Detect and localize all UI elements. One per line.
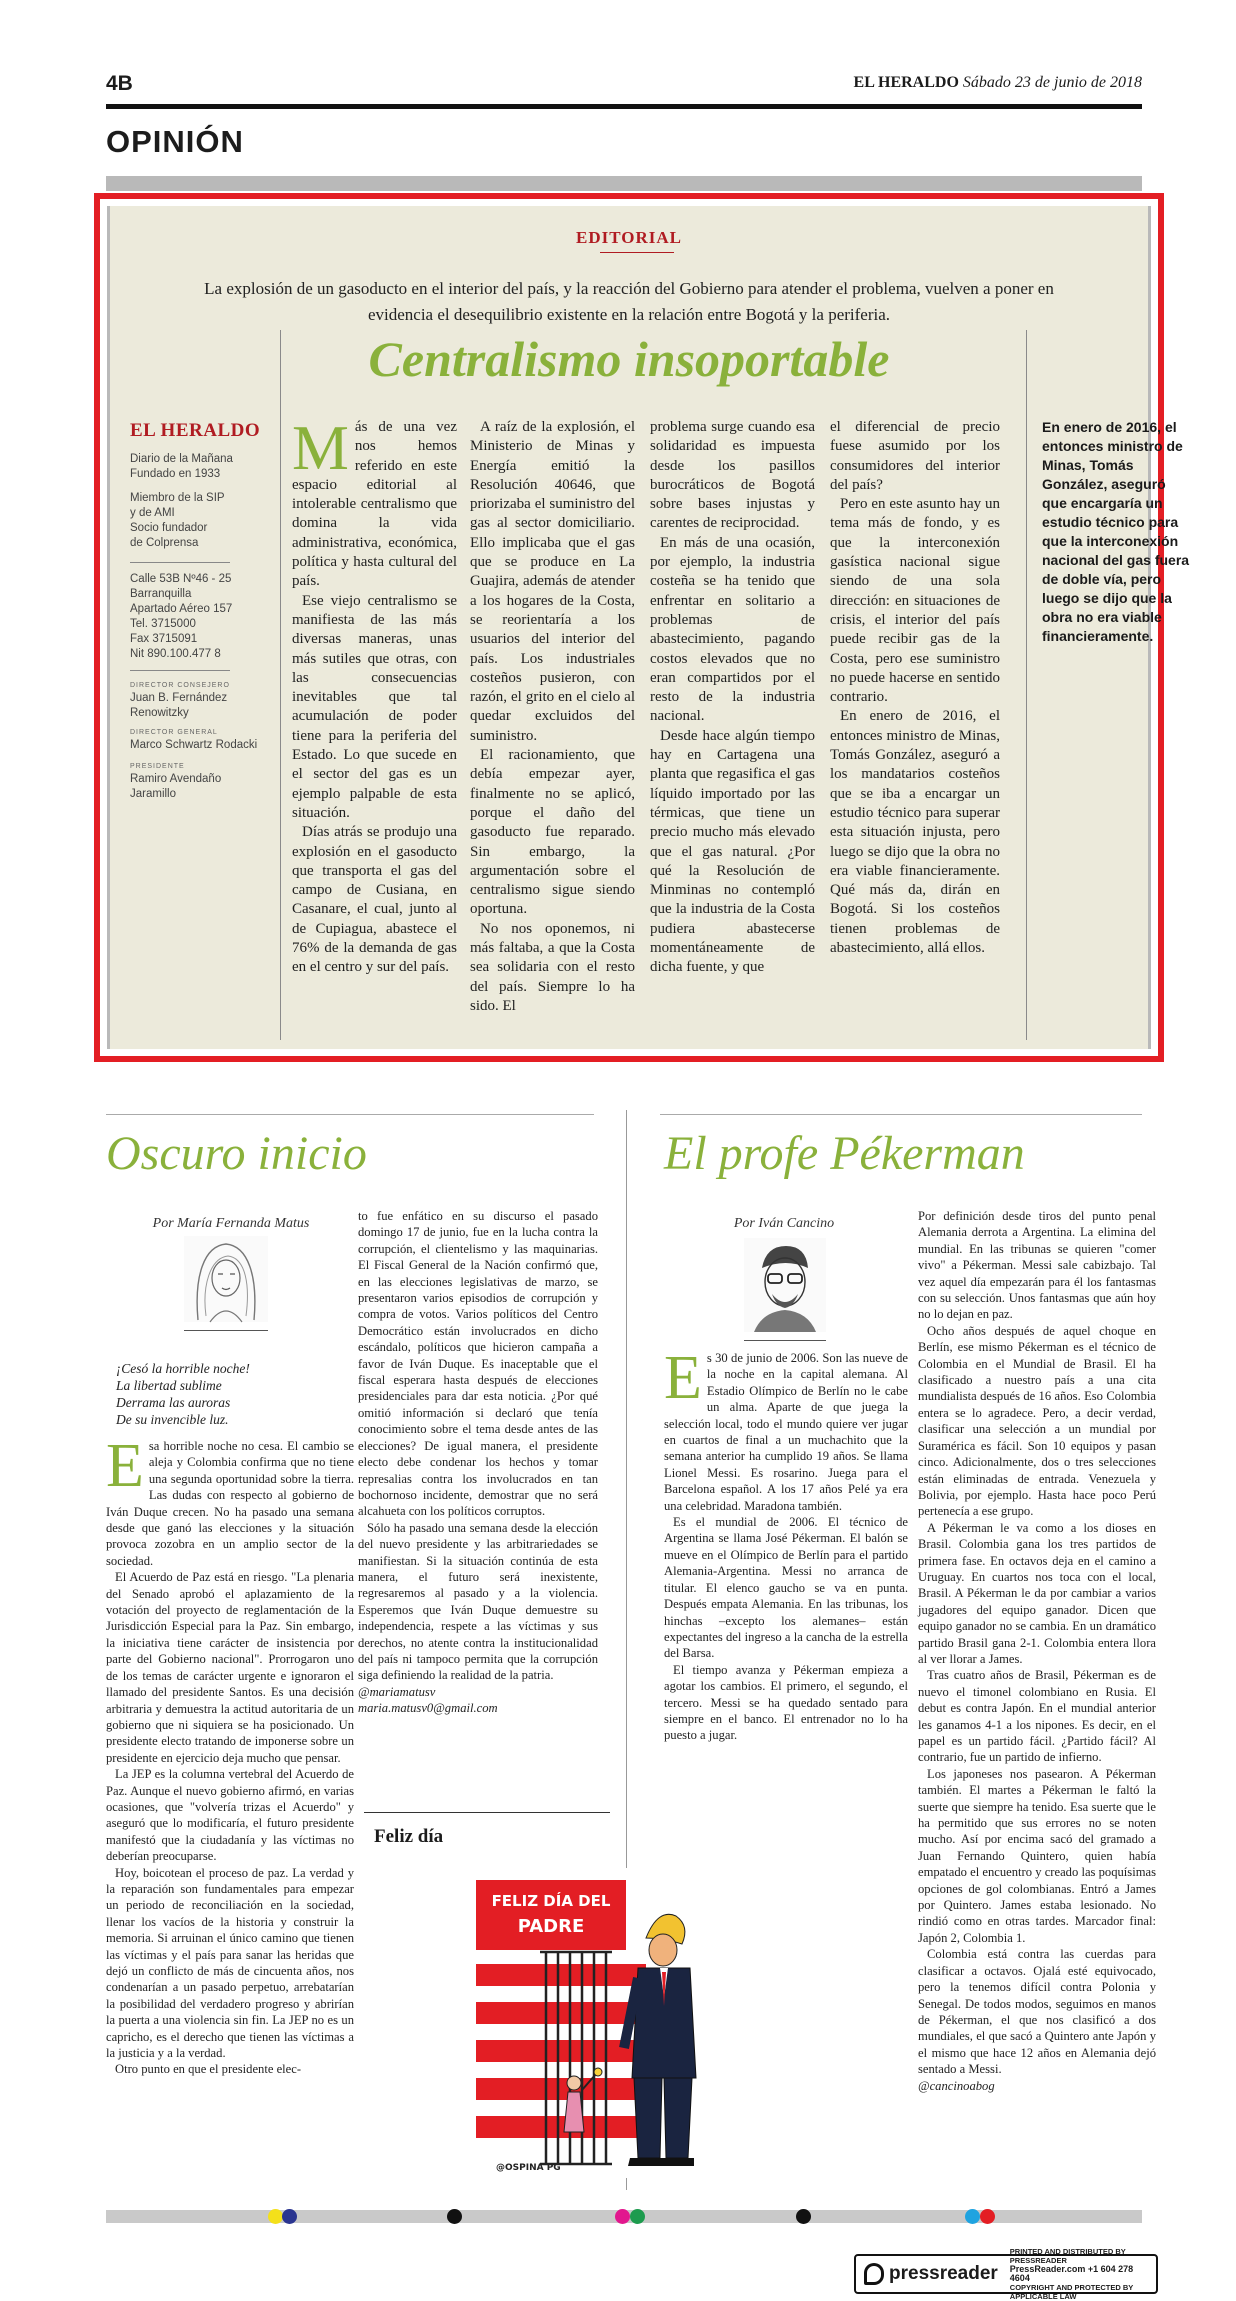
section-title: OPINIÓN <box>106 124 244 159</box>
registration-dot <box>282 2209 297 2224</box>
drop-cap: E <box>664 1344 702 1412</box>
paper-name: EL HERALDO <box>853 74 959 91</box>
sidebar-role: DIRECTOR CONSEJERO <box>130 682 230 689</box>
sidebar-membership: Miembro de la SIP y de AMI Socio fundador de Colprensa <box>130 492 225 549</box>
cartoon-banner-line2: PADRE <box>517 1916 585 1937</box>
author-email: maria.matusv0@gmail.com <box>358 1701 498 1716</box>
author-handle: @cancinoabog <box>918 2078 995 2093</box>
column-text: Por definición desde tiros del punto penal Alemania derrota a Argentina. La elimina del mundial. En las tribunas se quieren "comer vivo" a Pékerman. Messi sale cabizbajo. Tal vez aquel día empezarán para él los fantasmas con su selección. Unos fantasmas que aún hoy no lo dejan en paz. Ocho años después de aquel choque en Berlín, ese mismo Pékerman es el técnico de Colombia en el Mundial de Brasil. El ha clasificado a nuestro país a una cita mundialista después de 16 años. Eso Colombia entera se lo agradece. Pero, a decir verdad, clasificar una selección a un mundial por Suramérica es fácil. Son 10 equipos y pasan cinco. Adicionalmente, dos o tres selecciones están eliminadas de entrada. Venezuela y Bolivia, por ejemplo. Hasta hace poco Perú pertenecía a ese grupo. A Pékerman le va como a los dioses en Brasil. Colombia gana los tres partidos de primera fase. En octavos deja en el camino a Uruguay. En cuartos nos toca con el local, Brasil. A Pékerman le da por cambiar a varios jugadores del equipo ganador. Dicen que equipo ganador no se cambia. En un dramático partido Brasil gana 2-1. Colombia entera llora al ver llorar a James. Tras cuatro años de Brasil, Pékerman es de nuevo el timonel colombiano en Rusia. El debut es contra Japón. En el mundial anterior les ganamos 4-1 a los nipones. Es decir, en el papel es un partido fácil. ¿Partido fácil? Al contrario, fue un partido de infierno. Los japoneses nos pasearon. A Pékerman también. El martes a Pékerman le faltó la suerte que siempre ha tenido. Esa suerte que le ha permitido que sus errores no se noten mucho. Así por encima sacó del gramado a Juan Fernando Quintero, quien había empatado el encuentro y creado las poquísimas opciones de gol colombianas. Entró a James por Quintero. James estaba lesionado. No rindió como en otras tardes. Marcador final: Japón 2, Colombia 1. Colombia está contra las cuerdas para clasificar a octavos. Ojalá esté equivocado, pero la tenemos difícil contra Polonia y Senegal. De todos modos, seguimos en manos de Pékerman, el que nos clasificó a dos mundiales, el que sacó a Quintero ante Japón y el mismo que hace 12 años en Alemania dejó sentado a Messi. @cancinoabog <box>918 1209 1156 2093</box>
registration-dot <box>268 2209 283 2224</box>
registration-dot <box>630 2209 645 2224</box>
editorial-box <box>94 193 1190 1062</box>
sidebar-founding: Diario de la Mañana Fundado en 1933 <box>130 453 233 480</box>
pressreader-badge[interactable] <box>854 2247 1158 2301</box>
column-divider <box>280 330 281 1040</box>
editorial-column: M ás de una vez nos hemos referido en este espacio editorial al intolerable centralismo que domina la vida administrativa, económica, política y hasta cultural del país. Ese viejo centralismo se manifiesta de las más diversas maneras, unas más sutiles que otras, con las consecuencias inevitables que tal acumulación de poder tiene para la periferia del Estado. Lo que sucede en el sector del gas es un ejemplo palpable de esta situación. Días atrás se produjo una explosión en el gasoducto que transporta el gas del campo de Cusiana, en Casanare, el cual, junto al de Cupiagua, abastece el 76% de la demanda de gas en el centro y sur del país. <box>292 412 457 976</box>
sidebar-role: PRESIDENTE <box>130 763 185 770</box>
editorial-panel <box>107 206 1190 1049</box>
column-top-rule <box>660 1114 1142 1115</box>
byline: Por Iván Cancino <box>733 1216 835 1231</box>
registration-dot <box>965 2209 980 2224</box>
column-text: to fue enfático en su discurso el pasado domingo 17 de junio, fue en la lucha contra la corrupción, el clientelismo y las maquinarias. El Fiscal General de la Nación confirmó que, en las elecciones legislativas de marzo, se presentaron varios episodios de corrupción y compra de votos. Varios políticos del Centro Democrático están involucrados en dicho escándalo, políticos que hicieron campaña a favor de Iván Duque. Es inaceptable que el fiscal esperara hasta después de elecciones presidenciales para dar esta noticia. ¿Por qué omitió información si declaró que tenía conocimiento sobre el tema desde antes de las elecciones? De igual manera, el presidente electo debe condenar los hechos y tomar represalias contra los involucrados en tan bochornoso incidente, demostrar que no será alcahueta con los políticos corruptos. Sólo ha pasado una semana desde la elección del nuevo presidente y las arbitrariedades se manifiestan. Si la situación continúa de esta manera, el futuro será inexistente, regresaremos al pasado y a la violencia. Esperemos que Iván Duque demuestre su independencia, respete a las víctimas y sus derechos, no atente contra la institucionalidad del país ni tampoco permita que la corrupción siga definiendo la realidad de la patria. @mariamatusv maria.matusv0@gmail.com <box>358 1209 598 1716</box>
sidebar-name: Juan B. Fernández Renowitzky <box>130 692 228 719</box>
column-top-rule <box>106 1114 594 1115</box>
pressreader-icon <box>864 2263 884 2285</box>
author-portrait <box>744 1238 826 1332</box>
cartoon-section-label: Feliz día <box>374 1826 444 1847</box>
cartoon-illustration <box>458 1868 718 2178</box>
editorial-column: problema surge cuando esa solidaridad es impuesta desde los pasillos burocráticos de Bogotá sobre bases injustas y carentes de reciprocidad. En más de una ocasión, por ejemplo, la industria costeña se ha tenido que enfrentar en solitario a problemas de abastecimiento, pagando costos elevados que no eran compartidos por el resto de la industria nacional. Desde hace algún tiempo hay en Cartagena una planta que regasifica el gas líquido importado por las térmicas, que tiene un precio mucho más elevado que el gas natural. ¿Por qué la Resolución de Minminas no contempló que la industria de la Costa pudiera abastecerse momentáneamente de dicha fuente, y que <box>650 419 815 976</box>
pull-quote: En enero de 2016, el entonces ministro de Minas, Tomás González, aseguró que encargaría un estudio técnico para que la interconexión nacional del gas fuera de doble vía, pero luego se dijo que la obra no era viable financieramente. <box>1042 419 1190 644</box>
cartoon-rule <box>364 1812 610 1813</box>
column-title: Oscuro inicio <box>106 1127 367 1180</box>
column-divider <box>1026 330 1027 1040</box>
header-rule <box>106 104 1142 109</box>
column-text: E sa horrible noche no cesa. El cambio se aleja y Colombia confirma que no tiene una segunda oportunidad sobre la tierra. Las dudas con respecto al gobierno de Iván Duque crecen. No ha pasado una semana desde que ganó las elecciones y la situación provoca zozobra en un amplio sector de la sociedad. El Acuerdo de Paz está en riesgo. "La plenaria del Senado aprobó el aplazamiento de la votación del proyecto de reglamentación de la Jurisdicción Especial para la Paz. Sin embargo, la iniciativa tiene carácter de insistencia por parte del Gobierno nacional". Prorrogaron uno de los temas de carácter urgente e ignoraron el llamado del presidente Santos. Es una decisión arbitraria y demuestra la actitud autoritaria de un gobierno que ni siquiera se ha posicionado. Un presidente electo tratando de imponerse sobre un presidente en ejercicio deja mucho que pensar. La JEP es la columna vertebral del Acuerdo de Paz. Aunque el nuevo gobierno afirmó, en varias ocasiones, que "volvería trizas el Acuerdo" y aseguró que lo modificaría, el futuro presidente manifestó que la ciudadanía y las víctimas no deberían preocuparse. Hoy, boicotean el proceso de paz. La verdad y la reparación son fundamentales para empezar un periodo de reconciliación en la sociedad, llenar los vacíos de la historia y construir la memoria. Si arruinan el único camino que tienen las víctimas y el país para sanar las heridas que dejó un conflicto de más de cincuenta años, nos condenarían a un pasado perpetuo, arrebatarían la posibilidad del verdadero progreso y abrirían la puerta a una violencia sin fin. La JEP no es un capricho, es el derecho que tienen las víctimas a la justicia y a la verdad. Otro punto en que el presidente elec- <box>106 1432 354 2077</box>
issue-date: Sábado 23 de junio de 2018 <box>962 74 1142 91</box>
pressreader-info: PRINTED AND DISTRIBUTED BY PRESSREADER PressReader.com +1 604 278 4604 COPYRIGHT AND PROTECTED BY APPLICABLE LAW <box>1009 2247 1134 2301</box>
editorial-title: Centralismo insoportable <box>368 331 890 387</box>
portrait-rule <box>744 1340 826 1341</box>
registration-dot <box>796 2209 811 2224</box>
sidebar-divider <box>130 562 230 563</box>
page-number: 4B <box>106 72 133 95</box>
epigraph: ¡Cesó la horrible noche! La libertad sublime Derrama las auroras De su invencible luz. <box>116 1361 250 1427</box>
registration-dot <box>615 2209 630 2224</box>
author-handle: @mariamatusv <box>358 1684 436 1699</box>
column-title: El profe Pékerman <box>664 1127 1025 1180</box>
cartoon-signature: @OSPINA PG <box>496 2163 561 2173</box>
sidebar-divider <box>130 670 230 671</box>
el-heraldo-logo: EL HERALDO <box>130 420 261 441</box>
byline: Por María Fernanda Matus <box>152 1216 310 1231</box>
author-portrait <box>184 1236 268 1322</box>
column-text: E s 30 de junio de 2006. Son las nueve de la noche en la capital alemana. Al Estadio Olímpico de Berlín no le cabe un alma. Aparte de que juega la selección local, todo el mundo quiere ver jugar en cuartos de final a un muchachito que la semana anterior ha cumplido 19 años. Se llama Lionel Messi. Es rosarino. Juega para el Barcelona español. A los 17 años Pelé ya era una celebridad. Maradona también. Es el mundial de 2006. El técnico de Argentina se llama José Pékerman. El balón se mueve en el Olímpico de Berlín para el partido Alemania-Argentina. Messi no arranca de titular. El elenco gaucho se va en punta. Después empata Alemania. En las tribunas, los hinchas –excepto los alemanes– están expectantes del ingreso a la cancha de la estrella del Barsa. El tiempo avanza y Pékerman empieza a agotar los cambios. El primero, el segundo, el tercero. Messi se ha quedado sentado para siempre en el banco. El entrenador no lo ha puesto a jugar. <box>664 1344 908 1743</box>
section-band <box>106 176 1142 191</box>
editorial-label: EDITORIAL <box>576 228 682 247</box>
sidebar-name: Marco Schwartz Rodacki <box>130 739 258 751</box>
pressreader-logo: pressreader <box>864 2263 998 2285</box>
drop-cap: M <box>292 412 349 483</box>
editorial-column: A raíz de la explosión, el Ministerio de Minas y Energía emitió la Resolución 40646, que priorizaba el suministro del gas al sector domiciliario. Ello implicaba que el gas que se produce en La Guajira, además de atender a los hogares de la Costa, se reorientaría a los usuarios del interior del país. Los industriales costeños pusieron, con razón, el grito en el cielo al quedar excluidos del suministro. El racionamiento, que debía empezar ayer, finalmente no se aplicó, porque el daño del gasoducto fue reparado. Sin embargo, la argumentación sobre el centralismo sigue siendo oportuna. No nos oponemos, ni más faltaba, a que la Costa sea solidaria con el resto del país. Siempre lo ha sido. El <box>470 419 635 1014</box>
editorial-label-rule <box>600 252 674 253</box>
editorial-column: el diferencial de precio fuese asumido por los consumidores del interior del país? Pero en este asunto hay un tema más de fondo, y es que la interconexión gasística nacional sigue siendo de una sola dirección: en situaciones de crisis, el interior del país puede recibir gas de la Costa, pero ese suministro no puede hacerse en sentido contrario. En enero de 2016, el entonces ministro de Minas, Tomás González, aseguró a los mandatarios costeños que se iba a encargar un estudio técnico para superar esta situación injusta, pero luego se dijo que la obra no era viable financieramente. Qué más da, dirán en Bogotá. Si los costeños tienen problemas de abastecimiento, allá ellos. <box>830 419 1000 957</box>
masthead <box>854 74 1142 92</box>
editorial-subtitle: La explosión de un gasoducto en el interior del país, y la reacción del Gobierno para atender el problema, vuelven a poner en evidencia el desequilibrio existente en la relación entre Bogotá y la periferia. <box>204 279 1054 324</box>
sidebar-role: DIRECTOR GENERAL <box>130 729 218 736</box>
cartoon-banner-line1: FELIZ DÍA DEL <box>491 1892 611 1910</box>
registration-dot <box>447 2209 462 2224</box>
registration-dot <box>980 2209 995 2224</box>
drop-cap: E <box>106 1432 144 1500</box>
portrait-rule <box>184 1330 268 1331</box>
sidebar-contact: Calle 53B Nº46 - 25 Barranquilla Apartado Aéreo 157 Tel. 3715000 Fax 3715091 Nit 890.100.477 8 <box>130 573 233 660</box>
sidebar-name: Ramiro Avendaño Jaramillo <box>130 773 222 800</box>
